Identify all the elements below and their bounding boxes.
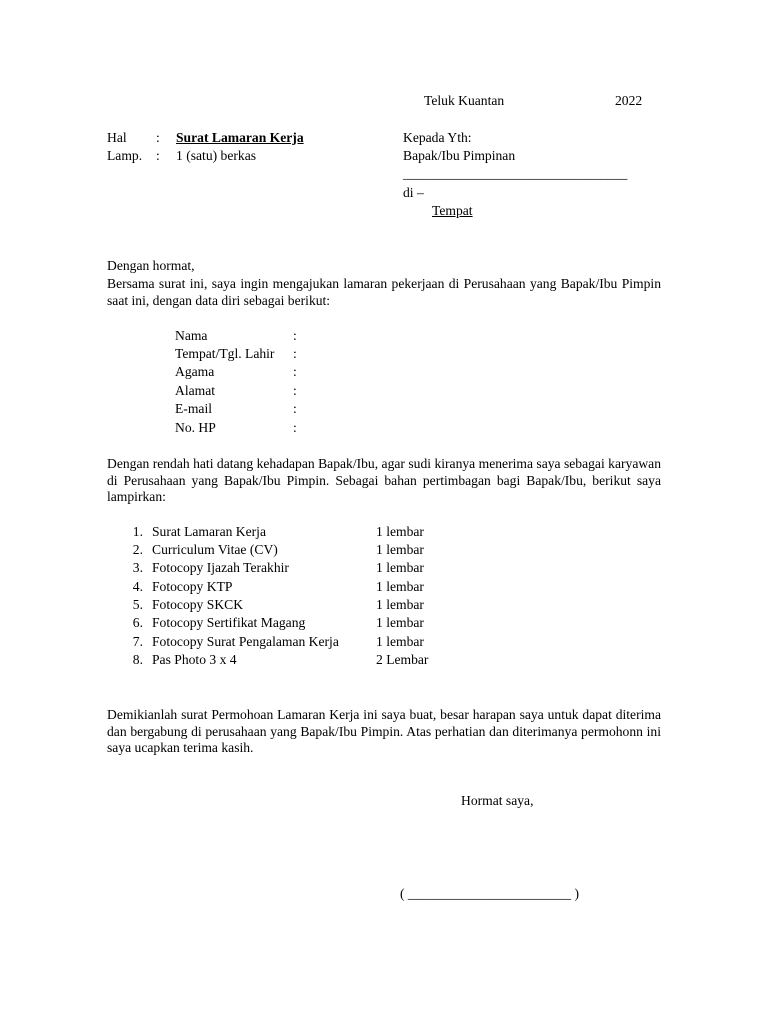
body-paragraph: Dengan rendah hati datang kehadapan Bapak/Ibu, agar sudi kiranya menerima saya sebagai karyawan di Perusahaan yang Bapak/Ibu Pimpin. Sebagai bahan pertimbagan bagi Bapak/Ibu, berikut saya lampirkan: xyxy=(107,456,661,504)
item-qty: 1 lembar xyxy=(376,634,424,649)
field-label: Alamat xyxy=(175,383,216,398)
item-name: Fotocopy Sertifikat Magang xyxy=(152,615,306,630)
lamp-label: Lamp. xyxy=(107,148,143,163)
item-name: Surat Lamaran Kerja xyxy=(152,524,266,539)
hal-label: Hal xyxy=(107,130,127,145)
field-label: Nama xyxy=(175,328,208,343)
recipient-line-3: _________________________________ xyxy=(403,166,628,181)
item-qty: 1 lembar xyxy=(376,560,424,575)
item-number: 3. xyxy=(132,560,143,575)
list-item xyxy=(123,596,463,614)
recipient-line-5: Tempat xyxy=(432,203,473,218)
item-qty: 2 Lembar xyxy=(376,652,429,667)
list-item xyxy=(123,651,463,669)
item-qty: 1 lembar xyxy=(376,542,424,557)
item-number: 1. xyxy=(132,524,143,539)
field-colon: : xyxy=(293,383,297,398)
intro-paragraph: Bersama surat ini, saya ingin mengajukan lamaran pekerjaan di Perusahaan yang Bapak/Ibu Pimpin saat ini, dengan data diri sebagai berikut: xyxy=(107,276,661,308)
list-item xyxy=(123,559,463,577)
item-number: 4. xyxy=(132,579,143,594)
field-colon: : xyxy=(293,328,297,343)
recipient-line-2: Bapak/Ibu Pimpinan xyxy=(403,148,516,163)
item-number: 2. xyxy=(132,542,143,557)
letter-place: Teluk Kuantan xyxy=(424,93,505,108)
recipient-line-1: Kepada Yth: xyxy=(403,130,472,145)
item-qty: 1 lembar xyxy=(376,524,424,539)
item-qty: 1 lembar xyxy=(376,597,424,612)
item-name: Curriculum Vitae (CV) xyxy=(152,542,278,557)
item-name: Fotocopy SKCK xyxy=(152,597,244,612)
field-label: Agama xyxy=(175,364,215,379)
field-label: E-mail xyxy=(175,401,212,416)
field-label: Tempat/Tgl. Lahir xyxy=(175,346,275,361)
hal-value: Surat Lamaran Kerja xyxy=(176,130,304,145)
item-qty: 1 lembar xyxy=(376,615,424,630)
closing-paragraph: Demikianlah surat Permohoan Lamaran Kerja ini saya buat, besar harapan saya untuk dapat diterima dan bergabung di perusahaan yang Bapak/Ibu Pimpin. Atas perhatian dan diterimanya permohonn ini saya ucapkan terima kasih. xyxy=(107,707,661,755)
item-number: 5. xyxy=(132,597,143,612)
recipient-line-4: di – xyxy=(403,185,424,200)
list-item xyxy=(123,578,463,596)
item-name: Fotocopy Ijazah Terakhir xyxy=(152,560,289,575)
signature-line: ( ________________________ ) xyxy=(400,886,579,901)
item-number: 8. xyxy=(132,652,143,667)
item-number: 6. xyxy=(132,615,143,630)
salutation: Dengan hormat, xyxy=(107,258,195,273)
field-colon: : xyxy=(293,346,297,361)
field-colon: : xyxy=(293,364,297,379)
list-item xyxy=(123,633,463,651)
item-number: 7. xyxy=(132,634,143,649)
list-item xyxy=(123,541,463,559)
letter-year: 2022 xyxy=(615,93,643,108)
field-colon: : xyxy=(293,420,297,435)
item-name: Fotocopy KTP xyxy=(152,579,233,594)
list-item xyxy=(123,523,463,541)
item-name: Fotocopy Surat Pengalaman Kerja xyxy=(152,634,339,649)
item-name: Pas Photo 3 x 4 xyxy=(152,652,237,667)
lamp-colon: : xyxy=(156,148,160,163)
hal-colon: : xyxy=(156,130,160,145)
signoff: Hormat saya, xyxy=(461,793,534,808)
field-label: No. HP xyxy=(175,420,216,435)
item-qty: 1 lembar xyxy=(376,579,424,594)
field-colon: : xyxy=(293,401,297,416)
lamp-value: 1 (satu) berkas xyxy=(176,148,257,163)
list-item xyxy=(123,614,463,632)
